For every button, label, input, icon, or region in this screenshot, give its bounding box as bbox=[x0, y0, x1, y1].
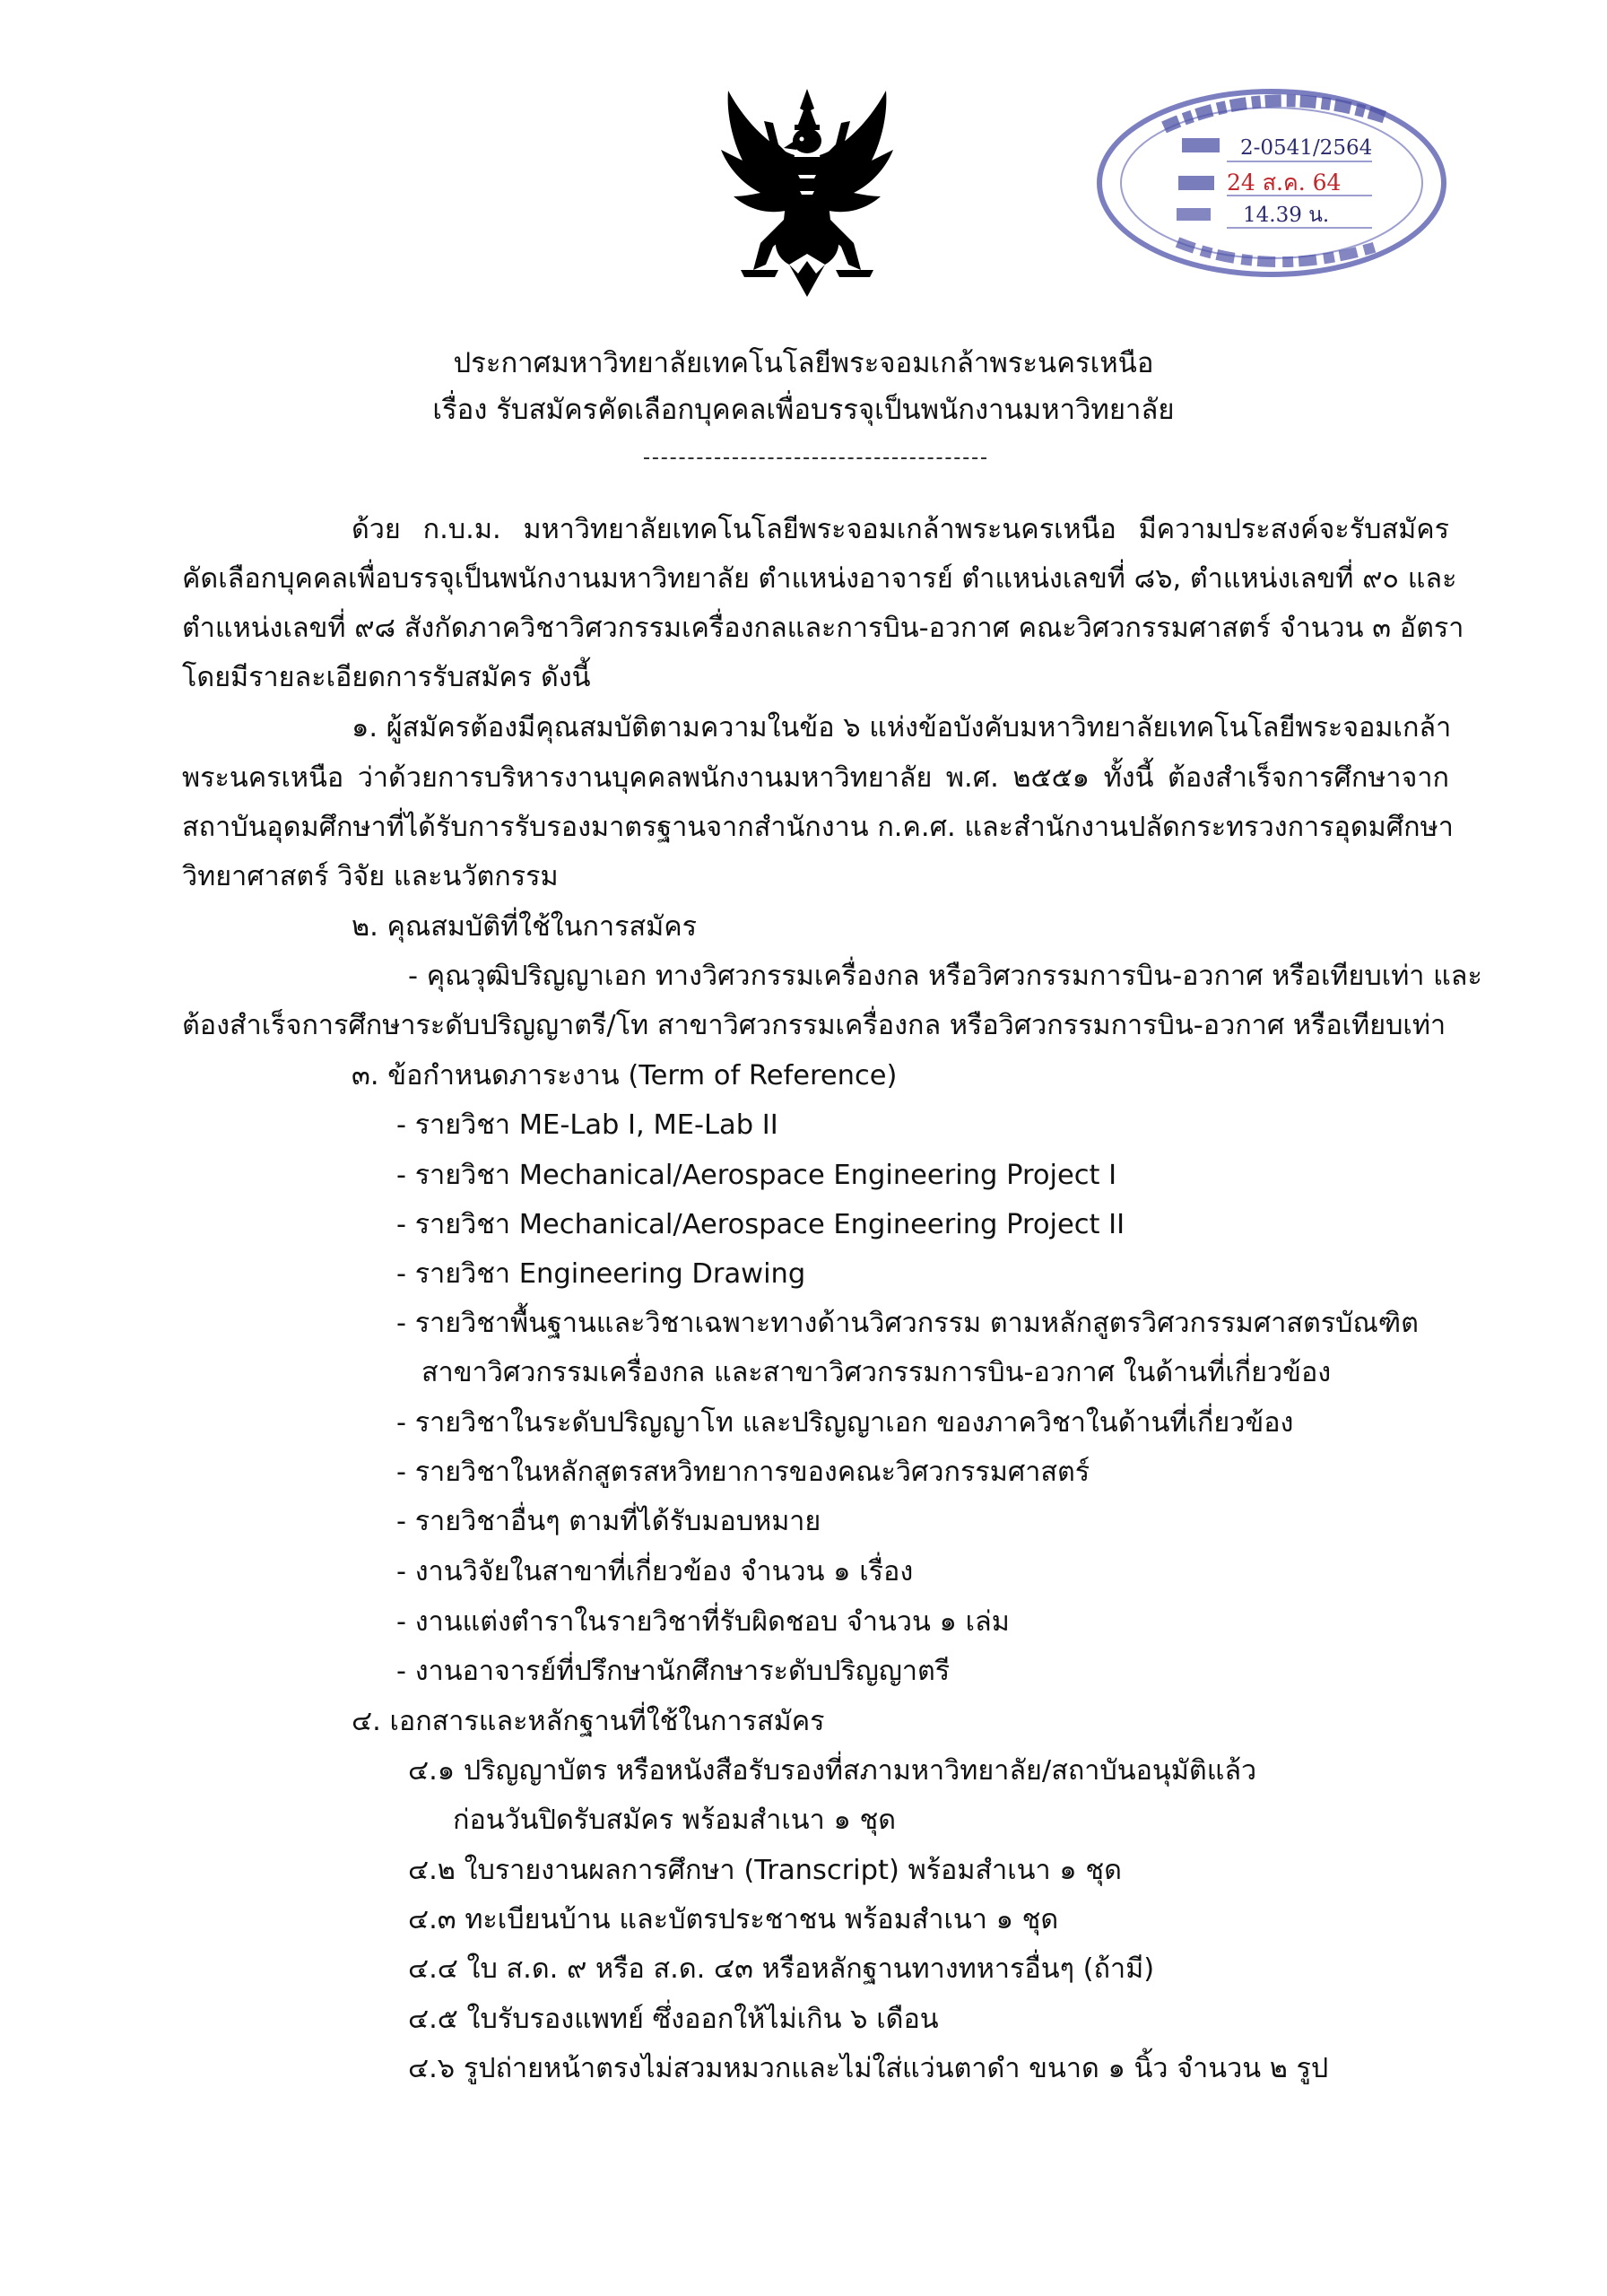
intro-line: โดยมีรายละเอียดการรับสมัคร ดังนี้ bbox=[182, 662, 591, 693]
section1-line: พระนครเหนือ ว่าด้วยการบริหารงานบุคคลพนักงานมหาวิทยาลัย พ.ศ. ๒๕๕๑ ทั้งนี้ ต้องสำเร็จการศึกษาจาก bbox=[182, 762, 1449, 794]
document-item: ๔.๓ ทะเบียนบ้าน และบัตรประชาชน พร้อมสำเนา ๑ ชุด bbox=[408, 1904, 1059, 1935]
section2-line: - คุณวุฒิปริญญาเอก ทางวิศวกรรมเครื่องกล หรือวิศวกรรมการบิน-อวกาศ หรือเทียบเท่า และ bbox=[408, 961, 1482, 992]
section4-heading: ๔. เอกสารและหลักฐานที่ใช้ในการสมัคร bbox=[352, 1706, 825, 1737]
document-item: ๔.๖ รูปถ่ายหน้าตรงไม่สวมหมวกและไม่ใส่แว่นตาดำ ขนาด ๑ นิ้ว จำนวน ๒ รูป bbox=[408, 2053, 1329, 2084]
title-divider bbox=[644, 457, 986, 459]
tor-item: - รายวิชาพื้นฐานและวิชาเฉพาะทางด้านวิศวกรรม ตามหลักสูตรวิศวกรรมศาสตรบัณฑิต bbox=[396, 1308, 1419, 1339]
tor-item: - งานแต่งตำราในรายวิชาที่รับผิดชอบ จำนวน ๑ เล่ม bbox=[396, 1606, 1010, 1638]
section1-line: ๑. ผู้สมัครต้องมีคุณสมบัติตามความในข้อ ๖ แห่งข้อบังคับมหาวิทยาลัยเทคโนโลยีพระจอมเกล้า bbox=[352, 712, 1452, 744]
tor-item: - งานวิจัยในสาขาที่เกี่ยวข้อง จำนวน ๑ เรื่อง bbox=[396, 1556, 914, 1587]
stamp-date: 24 ส.ค. 64 bbox=[1227, 170, 1342, 196]
stamp-time: 14.39 น. bbox=[1243, 204, 1330, 227]
tor-item: - รายวิชา ME-Lab I, ME-Lab II bbox=[396, 1109, 778, 1141]
document-item-continuation: ก่อนวันปิดรับสมัคร พร้อมสำเนา ๑ ชุด bbox=[453, 1805, 897, 1836]
intro-line: คัดเลือกบุคคลเพื่อบรรจุเป็นพนักงานมหาวิทยาลัย ตำแหน่งอาจารย์ ตำแหน่งเลขที่ ๘๖, ตำแหน่งเลขที่ ๙๐ และ bbox=[182, 563, 1457, 595]
stamp-number: 2-0541/2564 bbox=[1240, 136, 1373, 160]
tor-item-continuation: สาขาวิศวกรรมเครื่องกล และสาขาวิศวกรรมการบิน-อวกาศ ในด้านที่เกี่ยวข้อง bbox=[421, 1357, 1332, 1388]
tor-item: - รายวิชา Engineering Drawing bbox=[396, 1258, 806, 1290]
document-item: ๔.๕ ใบรับรองแพทย์ ซึ่งออกให้ไม่เกิน ๖ เดือน bbox=[408, 2004, 939, 2035]
intro-line: ด้วย ก.บ.ม. มหาวิทยาลัยเทคโนโลยีพระจอมเกล้าพระนครเหนือ มีความประสงค์จะรับสมัคร bbox=[352, 514, 1449, 545]
section1-line: สถาบันอุดมศึกษาที่ได้รับการรับรองมาตรฐานจากสำนักงาน ก.ค.ศ. และสำนักงานปลัดกระทรวงการอุดมศึกษา bbox=[182, 812, 1454, 843]
tor-item: - รายวิชา Mechanical/Aerospace Engineering Project I bbox=[396, 1160, 1117, 1191]
announcement-title: ประกาศมหาวิทยาลัยเทคโนโลยีพระจอมเกล้าพระนครเหนือ bbox=[453, 347, 1154, 379]
tor-item: - รายวิชาอื่นๆ ตามที่ได้รับมอบหมาย bbox=[396, 1506, 821, 1537]
garuda-emblem-icon bbox=[708, 85, 906, 300]
tor-item: - รายวิชาในระดับปริญญาโท และปริญญาเอก ของภาควิชาในด้านที่เกี่ยวข้อง bbox=[396, 1407, 1294, 1439]
tor-item: - รายวิชา Mechanical/Aerospace Engineering Project II bbox=[396, 1209, 1125, 1240]
section2-heading: ๒. คุณสมบัติที่ใช้ในการสมัคร bbox=[352, 911, 698, 943]
document-item: ๔.๔ ใบ ส.ด. ๙ หรือ ส.ด. ๔๓ หรือหลักฐานทางทหารอื่นๆ (ถ้ามี) bbox=[408, 1953, 1155, 1985]
announcement-subject: เรื่อง รับสมัครคัดเลือกบุคคลเพื่อบรรจุเป็นพนักงานมหาวิทยาลัย bbox=[432, 394, 1175, 426]
section3-heading: ๓. ข้อกำหนดภาระงาน (Term of Reference) bbox=[352, 1060, 898, 1091]
document-item: ๔.๑ ปริญญาบัตร หรือหนังสือรับรองที่สภามหาวิทยาลัย/สถาบันอนุมัติแล้ว bbox=[408, 1755, 1257, 1787]
section2-line: ต้องสำเร็จการศึกษาระดับปริญญาตรี/โท สาขาวิศวกรรมเครื่องกล หรือวิศวกรรมการบิน-อวกาศ หรือเทียบเท่า bbox=[182, 1010, 1446, 1041]
tor-item: - รายวิชาในหลักสูตรสหวิทยาการของคณะวิศวกรรมศาสตร์ bbox=[396, 1457, 1090, 1488]
tor-item: - งานอาจารย์ที่ปรึกษานักศึกษาระดับปริญญาตรี bbox=[396, 1656, 951, 1687]
receipt-stamp bbox=[1092, 83, 1455, 284]
document-item: ๔.๒ ใบรายงานผลการศึกษา (Transcript) พร้อมสำเนา ๑ ชุด bbox=[408, 1855, 1122, 1886]
section1-line: วิทยาศาสตร์ วิจัย และนวัตกรรม bbox=[182, 861, 559, 892]
intro-line: ตำแหน่งเลขที่ ๙๘ สังกัดภาควิชาวิศวกรรมเครื่องกลและการบิน-อวกาศ คณะวิศวกรรมศาสตร์ จำนวน ๓ อัตรา bbox=[182, 613, 1464, 644]
